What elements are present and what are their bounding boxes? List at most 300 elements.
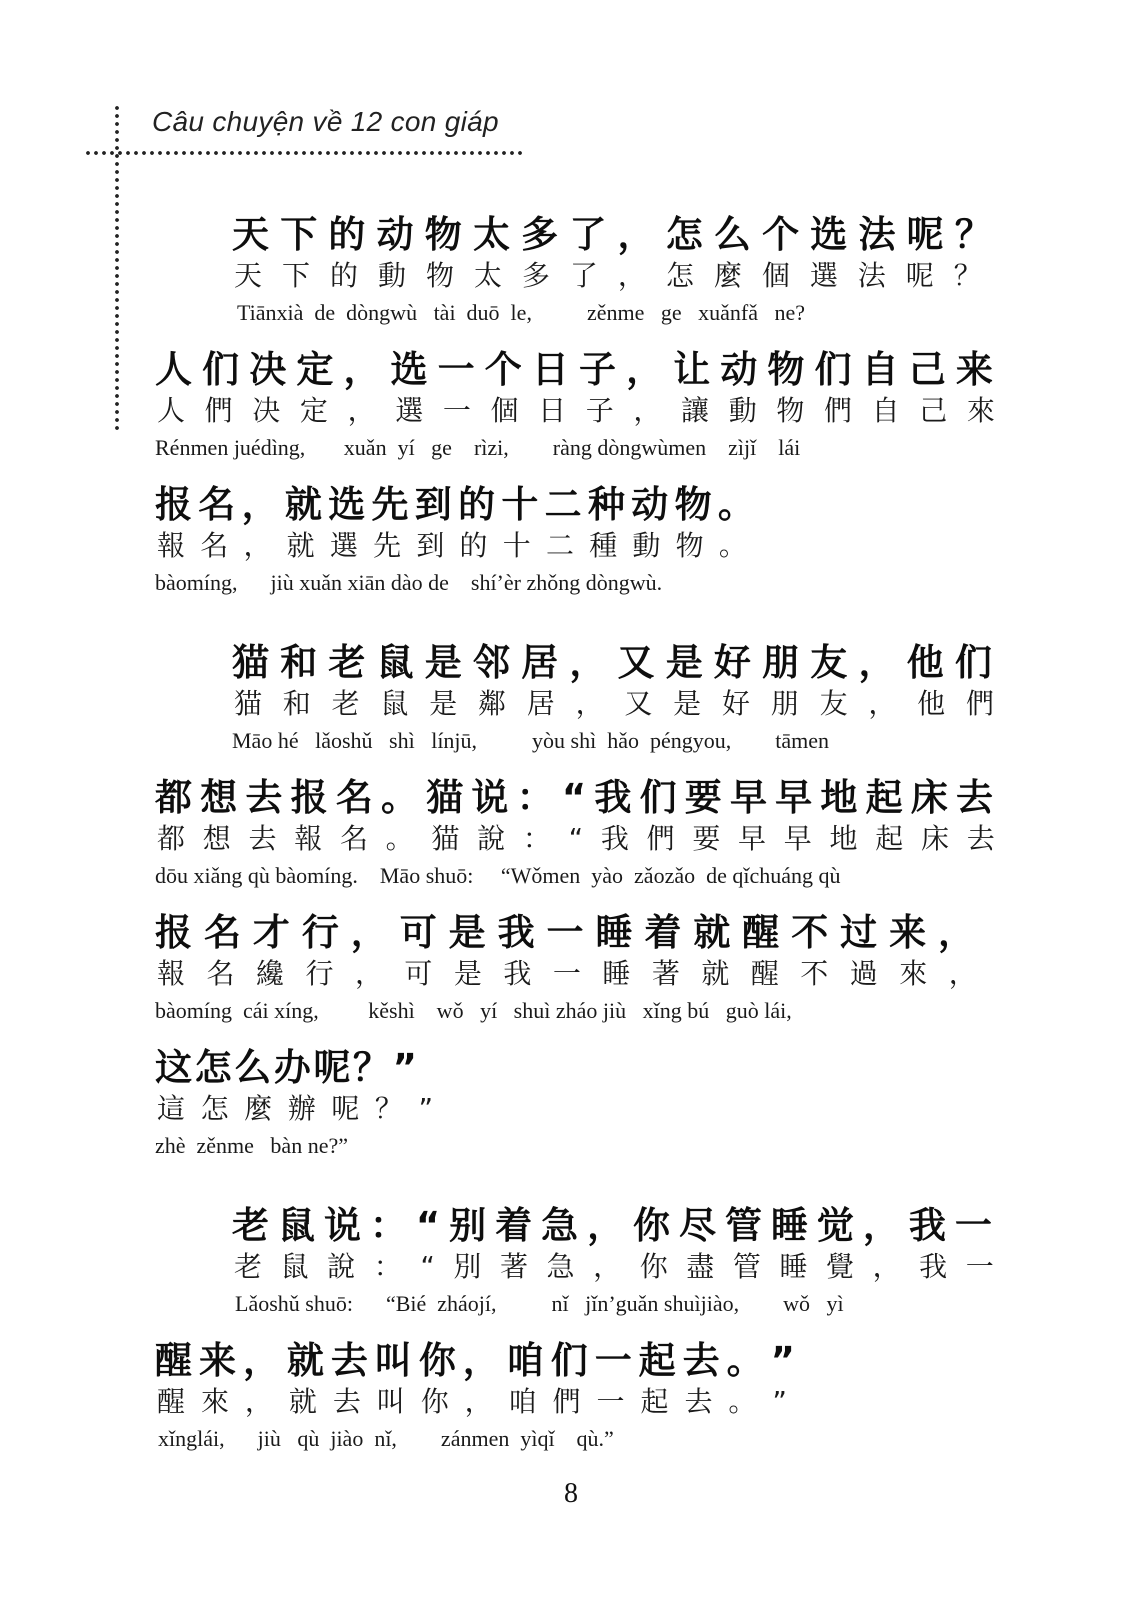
traditional-char: 要 <box>692 822 721 855</box>
traditional-char: 物 <box>425 259 454 292</box>
simplified-char: 。 <box>717 483 755 526</box>
traditional-char: 選 <box>395 394 424 427</box>
text-line <box>0 775 1142 905</box>
simplified-char: 的 <box>458 483 496 526</box>
traditional-char: 一 <box>552 957 581 990</box>
traditional-char: 起 <box>875 822 904 855</box>
simplified-chinese-line <box>155 347 993 393</box>
simplified-char: ” <box>770 1339 795 1382</box>
simplified-chinese-line <box>232 640 992 686</box>
traditional-char: 朋 <box>770 687 799 720</box>
simplified-char: 到 <box>414 483 452 526</box>
simplified-char: 动 <box>631 483 669 526</box>
traditional-char: 選 <box>329 529 358 562</box>
traditional-char: 又 <box>624 687 653 720</box>
traditional-char: ” <box>772 1385 787 1418</box>
traditional-char: 種 <box>589 529 618 562</box>
simplified-char: 名 <box>335 776 373 819</box>
traditional-char: 叫 <box>376 1385 405 1418</box>
traditional-char: ， <box>593 1250 622 1283</box>
traditional-char: 急 <box>546 1250 575 1283</box>
traditional-char: 和 <box>282 687 311 720</box>
simplified-char: 人 <box>155 348 192 391</box>
traditional-char: 下 <box>281 259 310 292</box>
traditional-char: 個 <box>761 259 790 292</box>
traditional-char: ： <box>373 1250 402 1283</box>
traditional-char: 行 <box>305 957 334 990</box>
simplified-char: 来 <box>889 911 927 954</box>
simplified-char: 名 <box>198 483 236 526</box>
traditional-char: 麼 <box>713 259 742 292</box>
traditional-char: 報 <box>294 822 323 855</box>
traditional-char: “ <box>568 822 584 855</box>
traditional-char: ， <box>868 687 897 720</box>
simplified-char: 天 <box>232 213 269 256</box>
traditional-char: 可 <box>404 957 433 990</box>
simplified-chinese-line <box>155 482 755 528</box>
traditional-char: 人 <box>157 394 186 427</box>
simplified-char: 又 <box>617 641 655 684</box>
simplified-char: 来 <box>955 348 993 391</box>
text-line <box>0 1203 1142 1333</box>
simplified-chinese-line <box>155 1338 795 1384</box>
traditional-char: 己 <box>919 394 948 427</box>
simplified-char: ， <box>241 483 279 526</box>
simplified-char: 朋 <box>762 641 800 684</box>
simplified-char: 让 <box>673 348 711 391</box>
pinyin-line: Rénmen juédìng, xuǎn yí ge rìzi, ràng dòngwùmen zìjǐ lái <box>155 435 801 460</box>
simplified-char: 这 <box>155 1046 192 1089</box>
traditional-char: 子 <box>585 394 614 427</box>
traditional-char: 名 <box>339 822 368 855</box>
traditional-char: 動 <box>377 259 406 292</box>
traditional-char: 一 <box>965 1250 994 1283</box>
traditional-char: 就 <box>701 957 730 990</box>
simplified-char: “ <box>561 776 587 819</box>
simplified-char: 呢 <box>906 213 944 256</box>
traditional-char: 你 <box>639 1250 668 1283</box>
simplified-char: 个 <box>762 213 800 256</box>
traditional-char: 去 <box>248 822 277 855</box>
simplified-char: 选 <box>810 213 848 256</box>
traditional-char: 天 <box>234 259 263 292</box>
text-line <box>0 910 1142 1040</box>
simplified-char: 怎 <box>665 213 703 256</box>
traditional-char: 呢 <box>331 1092 360 1125</box>
traditional-chinese-line <box>157 956 977 992</box>
simplified-char: 们 <box>550 1339 588 1382</box>
simplified-char: 一 <box>954 1204 992 1247</box>
traditional-char: 們 <box>204 394 233 427</box>
traditional-char: ： <box>522 822 551 855</box>
traditional-char: ， <box>948 957 977 990</box>
traditional-char: 。 <box>718 529 747 562</box>
simplified-char: 物 <box>424 213 462 256</box>
traditional-char: 是 <box>453 957 482 990</box>
pinyin-line: zhè zěnme bàn ne?” <box>155 1133 348 1158</box>
simplified-chinese-line <box>155 910 975 956</box>
traditional-char: 報 <box>157 529 186 562</box>
traditional-char: 來 <box>899 957 928 990</box>
page-number: 8 <box>564 1478 578 1509</box>
simplified-char: ： <box>369 1204 407 1247</box>
pinyin-line: bàomíng cái xíng, kěshì wǒ yí shuì zháo jiù xǐng bú guò lái, <box>155 998 792 1023</box>
simplified-chinese-line <box>155 1045 417 1091</box>
simplified-char: 过 <box>840 911 878 954</box>
simplified-char: ， <box>938 911 975 954</box>
traditional-char: ， <box>354 957 383 990</box>
simplified-char: 就 <box>286 1339 324 1382</box>
simplified-char: 着 <box>644 911 682 954</box>
traditional-char: 定 <box>299 394 328 427</box>
traditional-char: 別 <box>453 1250 482 1283</box>
traditional-char: 管 <box>732 1250 761 1283</box>
simplified-char: 要 <box>684 776 722 819</box>
traditional-char: 們 <box>552 1385 581 1418</box>
text-line <box>0 482 1142 612</box>
traditional-char: ， <box>243 529 272 562</box>
simplified-char: 。 <box>381 776 419 819</box>
traditional-chinese-line <box>234 686 994 722</box>
traditional-char: 老 <box>234 1250 263 1283</box>
text-line <box>0 1338 1142 1468</box>
traditional-char: 動 <box>728 394 757 427</box>
simplified-char: 我 <box>594 776 632 819</box>
traditional-char: 老 <box>331 687 360 720</box>
traditional-char: 早 <box>738 822 767 855</box>
simplified-char: 。 <box>726 1339 764 1382</box>
simplified-char: 动 <box>376 213 414 256</box>
traditional-char: 睡 <box>602 957 631 990</box>
traditional-char: 們 <box>823 394 852 427</box>
simplified-char: 尽 <box>679 1204 717 1247</box>
traditional-char: 太 <box>473 259 502 292</box>
simplified-char: ： <box>516 776 554 819</box>
simplified-char: 地 <box>820 776 858 819</box>
traditional-char: “ <box>420 1250 435 1283</box>
simplified-char: 个 <box>484 348 522 391</box>
traditional-char: 們 <box>965 687 994 720</box>
simplified-char: ， <box>626 348 664 391</box>
traditional-char: 决 <box>252 394 281 427</box>
simplified-char: 名 <box>203 911 241 954</box>
simplified-char: 早 <box>729 776 767 819</box>
pinyin-line: dōu xiǎng qù bàomíng. Māo shuō: “Wǒmen yào zǎozǎo de qǐchuáng qù <box>155 863 841 888</box>
traditional-char: 起 <box>640 1385 669 1418</box>
traditional-chinese-line <box>157 1384 787 1420</box>
traditional-char: 動 <box>632 529 661 562</box>
traditional-char: 說 <box>477 822 506 855</box>
traditional-char: 們 <box>646 822 675 855</box>
simplified-char: 们 <box>814 348 852 391</box>
traditional-char: 名 <box>200 529 229 562</box>
simplified-char: “ <box>415 1204 441 1247</box>
text-line <box>0 347 1142 477</box>
simplified-char: ？ <box>954 213 992 256</box>
simplified-char: 说 <box>471 776 509 819</box>
traditional-char: 咱 <box>508 1385 537 1418</box>
traditional-char: 我 <box>919 1250 948 1283</box>
simplified-char: 下 <box>280 213 318 256</box>
traditional-char: 怎 <box>200 1092 229 1125</box>
simplified-char: 着 <box>495 1204 533 1247</box>
simplified-char: 咱 <box>506 1339 544 1382</box>
pinyin-line: Māo hé lǎoshǔ shì línjū, yòu shì hǎo péngyou, tāmen <box>232 728 829 753</box>
simplified-char: 定 <box>296 348 334 391</box>
simplified-char: 二 <box>544 483 582 526</box>
simplified-char: 们 <box>202 348 240 391</box>
traditional-char: 都 <box>157 822 186 855</box>
simplified-char: 他 <box>906 641 944 684</box>
simplified-char: ” <box>392 1046 417 1089</box>
simplified-char: 动 <box>720 348 758 391</box>
simplified-char: ， <box>858 641 896 684</box>
simplified-char: 去 <box>682 1339 720 1382</box>
simplified-char: 急 <box>541 1204 579 1247</box>
simplified-char: 想 <box>200 776 238 819</box>
running-header-title: Câu chuyện về 12 con giáp <box>152 106 499 137</box>
traditional-char: 早 <box>783 822 812 855</box>
simplified-char: 呢 <box>313 1046 351 1089</box>
simplified-char: 么 <box>713 213 751 256</box>
simplified-char: 法 <box>858 213 896 256</box>
text-line <box>0 1045 1142 1175</box>
simplified-char: 和 <box>280 641 318 684</box>
simplified-char: ？ <box>353 1046 391 1089</box>
traditional-char: 報 <box>157 957 186 990</box>
simplified-char: 太 <box>472 213 510 256</box>
traditional-char: 二 <box>545 529 574 562</box>
traditional-char: 。 <box>385 822 414 855</box>
simplified-char: 了 <box>569 213 607 256</box>
simplified-char: 子 <box>578 348 616 391</box>
simplified-char: 选 <box>390 348 428 391</box>
simplified-char: 么 <box>234 1046 272 1089</box>
simplified-char: 猫 <box>232 641 269 684</box>
traditional-char: 覺 <box>826 1250 855 1283</box>
traditional-char: 纔 <box>255 957 284 990</box>
traditional-char: 著 <box>651 957 680 990</box>
traditional-char: 好 <box>721 687 750 720</box>
traditional-char: 盡 <box>686 1250 715 1283</box>
traditional-char: 去 <box>966 822 995 855</box>
simplified-char: 就 <box>693 911 731 954</box>
simplified-char: ， <box>350 911 388 954</box>
traditional-char: 法 <box>857 259 886 292</box>
simplified-chinese-line <box>232 212 992 258</box>
simplified-char: ， <box>569 641 607 684</box>
simplified-char: 的 <box>328 213 366 256</box>
simplified-char: 是 <box>424 641 462 684</box>
simplified-char: 去 <box>245 776 283 819</box>
simplified-char: 可 <box>399 911 437 954</box>
traditional-char: 怎 <box>665 259 694 292</box>
simplified-char: 我 <box>497 911 535 954</box>
traditional-char: 選 <box>809 259 838 292</box>
simplified-char: 物 <box>674 483 712 526</box>
pinyin-line: xǐnglái, jiù qù jiào nǐ, zánmen yìqǐ qù.” <box>158 1426 614 1451</box>
simplified-char: 起 <box>865 776 903 819</box>
traditional-char: 睡 <box>779 1250 808 1283</box>
simplified-char: 管 <box>724 1204 762 1247</box>
traditional-char: 去 <box>684 1385 713 1418</box>
simplified-char: ， <box>617 213 655 256</box>
traditional-char: 這 <box>157 1092 186 1125</box>
traditional-char: 十 <box>502 529 531 562</box>
pinyin-line: Lǎoshǔ shuō: “Bié zháojí, nǐ jǐn’guǎn shuìjiào, wǒ yì <box>235 1291 844 1316</box>
simplified-char: 报 <box>155 911 192 954</box>
simplified-char: 去 <box>330 1339 368 1382</box>
traditional-char: 名 <box>206 957 235 990</box>
traditional-char: 友 <box>819 687 848 720</box>
traditional-char: 了 <box>569 259 598 292</box>
traditional-chinese-line <box>157 821 995 857</box>
simplified-char: 一 <box>546 911 584 954</box>
traditional-char: 床 <box>920 822 949 855</box>
traditional-char: 鼠 <box>380 687 409 720</box>
traditional-char: ？ <box>953 259 982 292</box>
traditional-char: ， <box>617 259 646 292</box>
simplified-char: 就 <box>284 483 322 526</box>
pinyin-line: Tiānxià de dòngwù tài duō le, zěnme ge xuǎnfǎ ne? <box>237 300 805 325</box>
simplified-char: 是 <box>448 911 486 954</box>
traditional-char: 讓 <box>681 394 710 427</box>
traditional-char: 一 <box>596 1385 625 1418</box>
simplified-chinese-line <box>232 1203 992 1249</box>
traditional-char: ， <box>633 394 662 427</box>
simplified-char: 起 <box>638 1339 676 1382</box>
traditional-chinese-line <box>157 393 995 429</box>
traditional-char: 來 <box>200 1385 229 1418</box>
simplified-char: 友 <box>810 641 848 684</box>
simplified-char: 你 <box>633 1204 671 1247</box>
simplified-char: ， <box>862 1204 900 1247</box>
traditional-char: 是 <box>673 687 702 720</box>
simplified-char: 物 <box>767 348 805 391</box>
traditional-char: ？ <box>374 1092 403 1125</box>
traditional-char: 個 <box>490 394 519 427</box>
simplified-char: 醒 <box>742 911 780 954</box>
traditional-char: 地 <box>829 822 858 855</box>
simplified-char: 报 <box>155 483 192 526</box>
traditional-char: 日 <box>538 394 567 427</box>
traditional-char: 過 <box>849 957 878 990</box>
traditional-char: 醒 <box>157 1385 186 1418</box>
simplified-char: 怎 <box>194 1046 232 1089</box>
traditional-char: 說 <box>327 1250 356 1283</box>
pinyin-line: bàomíng, jiù xuǎn xiān dào de shí’èr zhǒng dòngwù. <box>155 570 663 595</box>
simplified-chinese-line <box>155 775 993 821</box>
simplified-char: 决 <box>249 348 287 391</box>
simplified-char: ， <box>242 1339 280 1382</box>
traditional-char: 先 <box>373 529 402 562</box>
simplified-char: 办 <box>273 1046 311 1089</box>
traditional-char: 鼠 <box>280 1250 309 1283</box>
simplified-char: 来 <box>198 1339 236 1382</box>
simplified-char: 猫 <box>426 776 464 819</box>
traditional-char: 我 <box>600 822 629 855</box>
traditional-char: 他 <box>917 687 946 720</box>
simplified-char: 己 <box>908 348 946 391</box>
traditional-char: 去 <box>332 1385 361 1418</box>
simplified-char: 睡 <box>770 1204 808 1247</box>
simplified-char: 自 <box>861 348 899 391</box>
traditional-char: ， <box>244 1385 273 1418</box>
simplified-char: 种 <box>587 483 625 526</box>
simplified-char: 居 <box>521 641 559 684</box>
traditional-char: 辦 <box>287 1092 316 1125</box>
traditional-char: 我 <box>503 957 532 990</box>
traditional-char: 不 <box>800 957 829 990</box>
simplified-char: 睡 <box>595 911 633 954</box>
simplified-char: 一 <box>594 1339 632 1382</box>
simplified-char: 别 <box>449 1204 487 1247</box>
traditional-char: 猫 <box>431 822 460 855</box>
traditional-char: 居 <box>526 687 555 720</box>
traditional-char: 來 <box>966 394 995 427</box>
simplified-char: ， <box>343 348 381 391</box>
simplified-char: 鼠 <box>277 1204 315 1247</box>
simplified-char: ， <box>462 1339 500 1382</box>
traditional-char: 是 <box>429 687 458 720</box>
simplified-char: 不 <box>791 911 829 954</box>
traditional-char: 麼 <box>244 1092 273 1125</box>
traditional-char: 多 <box>521 259 550 292</box>
traditional-char: 物 <box>776 394 805 427</box>
traditional-char: 到 <box>416 529 445 562</box>
simplified-char: 行 <box>301 911 339 954</box>
traditional-char: 就 <box>288 1385 317 1418</box>
simplified-char: 们 <box>954 641 992 684</box>
simplified-char: 多 <box>521 213 559 256</box>
simplified-char: 邻 <box>472 641 510 684</box>
traditional-char: 你 <box>420 1385 449 1418</box>
simplified-char: ， <box>587 1204 625 1247</box>
traditional-chinese-line <box>157 1091 433 1127</box>
simplified-char: 十 <box>501 483 539 526</box>
simplified-char: 一 <box>437 348 475 391</box>
traditional-char: 呢 <box>905 259 934 292</box>
traditional-char: 的 <box>329 259 358 292</box>
simplified-char: 叫 <box>374 1339 412 1382</box>
simplified-char: 鼠 <box>376 641 414 684</box>
traditional-char: 想 <box>202 822 231 855</box>
simplified-char: 去 <box>955 776 993 819</box>
traditional-char: ， <box>464 1385 493 1418</box>
traditional-char: ， <box>347 394 376 427</box>
text-line <box>0 212 1142 342</box>
traditional-char: 一 <box>442 394 471 427</box>
simplified-char: 都 <box>155 776 192 819</box>
simplified-char: 我 <box>908 1204 946 1247</box>
traditional-char: ” <box>418 1092 433 1125</box>
traditional-chinese-line <box>234 1249 994 1285</box>
traditional-char: 物 <box>675 529 704 562</box>
simplified-char: 说 <box>323 1204 361 1247</box>
text-line <box>0 640 1142 770</box>
traditional-char: ， <box>575 687 604 720</box>
traditional-char: 。 <box>728 1385 757 1418</box>
traditional-char: 鄰 <box>477 687 506 720</box>
dotted-border-horizontal <box>84 150 524 156</box>
simplified-char: 是 <box>665 641 703 684</box>
traditional-chinese-line <box>157 528 747 564</box>
traditional-char: 醒 <box>750 957 779 990</box>
simplified-char: 先 <box>371 483 409 526</box>
simplified-char: 老 <box>232 1204 269 1247</box>
traditional-char: 自 <box>871 394 900 427</box>
traditional-char: 猫 <box>234 687 263 720</box>
